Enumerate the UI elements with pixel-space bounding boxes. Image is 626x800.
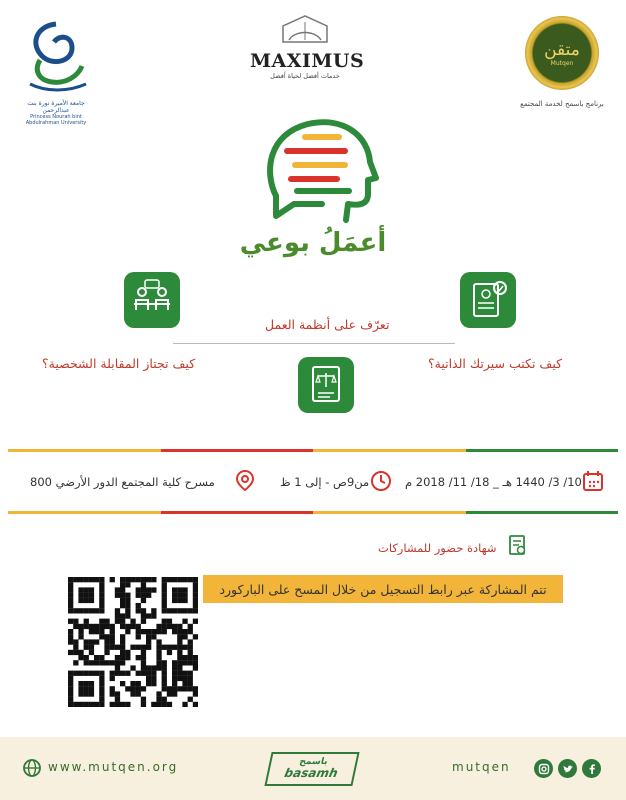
law-book-icon	[298, 357, 354, 413]
certificate-icon	[508, 534, 528, 558]
facebook-icon[interactable]	[582, 759, 601, 778]
maximus-logo	[250, 12, 365, 82]
website-link[interactable]: www.mutqen.org	[48, 760, 179, 774]
stripe-bottom	[8, 511, 618, 514]
topic-cv: كيف تكتب سيرتك الذاتية؟	[428, 356, 563, 371]
event-date: 10/ 3/ 1440 هـ _ 18/ 11/ 2018 م	[405, 475, 582, 489]
mutqen-logo	[512, 16, 612, 116]
topic-labor-law: تعرّف على أنظمة العمل	[265, 317, 390, 332]
location-icon	[235, 469, 255, 493]
certificate-text: شهادة حضور للمشاركات	[378, 541, 497, 555]
clock-icon	[370, 470, 392, 492]
head-illustration	[262, 116, 382, 228]
interview-badge	[124, 272, 180, 328]
instagram-icon[interactable]	[534, 759, 553, 778]
pnu-emblem	[16, 18, 98, 96]
interview-icon	[124, 272, 180, 328]
qr-code[interactable]	[68, 577, 198, 707]
stripe-top	[8, 449, 618, 452]
calendar-icon	[582, 470, 604, 492]
topic-interview: كيف تجتاز المقابلة الشخصية؟	[42, 356, 196, 371]
mutqen-seal	[525, 16, 599, 90]
pnu-caption-en: Princess Nourah bint Abdulrahman University	[25, 114, 87, 127]
basamh-logo	[264, 752, 359, 786]
mutqen-caption: برنامج باسمح لخدمة المجتمع	[520, 100, 604, 108]
twitter-icon[interactable]	[558, 759, 577, 778]
globe-icon	[22, 758, 42, 778]
mutqen-seal-latin: Mutqen	[550, 59, 574, 67]
registration-text: تتم المشاركة عبر رابط التسجيل من خلال المسح على الباركورد	[219, 581, 547, 597]
pnu-caption: جامعة الأميرة نورة بنت عبدالرحمن	[27, 100, 85, 115]
basamh-ar: باسمح	[298, 756, 329, 767]
topic-divider	[173, 343, 455, 344]
maximus-tagline: خدمات أفضل لحياة أفضل	[270, 72, 340, 80]
labor-law-badge	[298, 357, 354, 413]
social-handle: mutqen	[452, 760, 511, 774]
maximus-emblem	[275, 12, 335, 46]
event-location: مسرح كلية المجتمع الدور الأرضي 800	[30, 475, 215, 489]
pnu-logo	[16, 18, 98, 127]
registration-banner	[203, 575, 563, 603]
page-title: أعمَلُ بوعي	[239, 228, 387, 258]
cv-icon	[460, 272, 516, 328]
event-time: من9ص - إلى 1 ظ	[280, 475, 370, 489]
maximus-word: MAXIMUS	[250, 50, 365, 72]
basamh-word: basamh	[283, 765, 340, 780]
mutqen-seal-text: متقن	[544, 39, 580, 60]
cv-badge	[460, 272, 516, 328]
